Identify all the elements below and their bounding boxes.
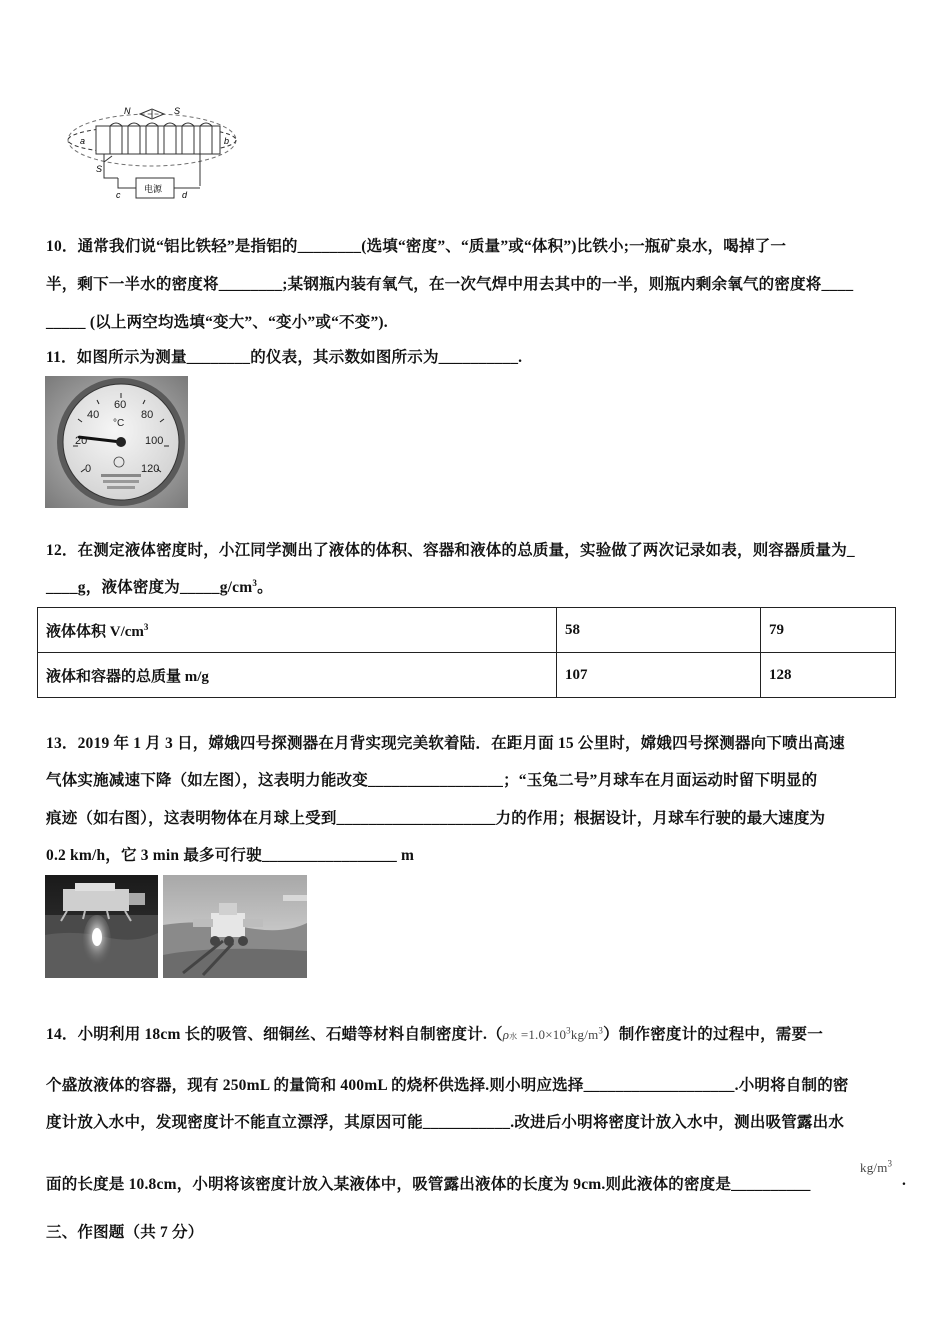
q14-end-period: . xyxy=(902,1172,907,1189)
answer-unit xyxy=(860,1160,892,1176)
rho-symbol: ρ xyxy=(502,1027,510,1042)
answer-unit-exp: 3 xyxy=(887,1158,893,1169)
table-cell: 107 xyxy=(557,653,761,698)
gauge-tick-40: 40 xyxy=(87,409,100,421)
q10-line3: _____ (以上两空均选填“变大”、“变小”或“不变”). xyxy=(46,314,388,331)
formula-unit: kg/m xyxy=(570,1027,599,1042)
table-cell: 79 xyxy=(761,608,896,653)
lander-descent-photo xyxy=(45,875,158,978)
gauge-unit: °C xyxy=(113,418,125,429)
q14-line1-start: 14．小明利用 18cm 长的吸管、细铜丝、石蜡等材料自制密度计.（ xyxy=(46,1026,503,1043)
gauge-tick-80: 80 xyxy=(141,409,154,421)
table-row xyxy=(38,653,896,698)
table-cell: 液体和容器的总质量 m/g xyxy=(38,653,557,698)
q10-line1: 10．通常我们说“铝比铁轻”是指铝的________(选填“密度”、“质量”或“体积”)比铁小;一瓶矿泉水，喝掉了一 xyxy=(46,238,787,255)
q14-line1-end: ）制作密度计的过程中，需要一 xyxy=(603,1026,823,1043)
q13-line4: 0.2 km/h，它 3 min 最多可行驶_________________ m xyxy=(46,847,415,864)
q13-line3: 痕迹（如右图），这表明物体在月球上受到____________________力的作用；根据设计，月球车行驶的最大速度为 xyxy=(46,810,826,827)
q13-line2: 气体实施减速下降（如左图），这表明力能改变_________________；“玉兔二号”月球车在月面运动时留下明显的 xyxy=(46,772,818,789)
formula-unit-exponent: 3 xyxy=(598,1025,604,1036)
c-label: c xyxy=(116,190,121,200)
gauge-tick-0: 0 xyxy=(85,463,92,475)
switch-label: S xyxy=(96,164,103,174)
q13-line1: 13．2019 年 1 月 3 日，嫦娥四号探测器在月背实现完美软着陆．在距月面 15 公里时，嫦娥四号探测器向下喷出高速 xyxy=(46,735,845,752)
table-cell: 58 xyxy=(557,608,761,653)
power-source-label: 电源 xyxy=(144,185,163,195)
q14-line2: 个盛放液体的容器，现有 250mL 的量筒和 400mL 的烧杯供选择.则小明应选择___________________.小明将自制的密 xyxy=(46,1077,849,1094)
table-row xyxy=(38,608,896,653)
d-label: d xyxy=(182,190,188,200)
north-label: N xyxy=(124,106,131,116)
q12-line2 xyxy=(46,575,273,597)
formula-value: =1.0×10 xyxy=(520,1027,567,1042)
table-cell: 128 xyxy=(761,653,896,698)
answer-unit-text: kg/m xyxy=(860,1160,888,1175)
solenoid-circuit-figure xyxy=(66,102,242,202)
q12-line2-sup: 3 xyxy=(252,577,258,588)
volume-label-sup: 3 xyxy=(143,621,149,632)
q12-line1: 12．在测定液体密度时，小江同学测出了液体的体积、容器和液体的总质量，实验做了两次记录如表，则容器质量为_ xyxy=(46,542,855,559)
q12-line2-text: ____g，液体密度为_____g/cm xyxy=(46,579,253,596)
south-label: S xyxy=(174,106,181,116)
gauge-tick-20: 20 xyxy=(75,435,88,447)
rover-tracks-photo xyxy=(163,875,307,978)
section3-title: 三、作图题（共 7 分） xyxy=(46,1224,204,1241)
gauge-tick-60: 60 xyxy=(114,399,127,411)
a-label: a xyxy=(80,136,86,146)
formula-exponent: 3 xyxy=(566,1025,571,1036)
q14-line4 xyxy=(46,1172,811,1194)
gauge-tick-100: 100 xyxy=(145,435,164,447)
table-cell xyxy=(38,608,557,653)
q14-line3: 度计放入水中，发现密度计不能直立漂浮，其原因可能___________.改进后小明将密度计放入水中，测出吸管露出水 xyxy=(46,1114,845,1131)
volume-label: 液体体积 V/cm xyxy=(46,623,144,640)
q10-line2: 半，剩下一半水的密度将________;某钢瓶内装有氧气，在一次气焊中用去其中的一半，则瓶内剩余氧气的密度将____ xyxy=(46,276,854,293)
thermometer-gauge-photo xyxy=(45,376,188,508)
gauge-tick-120: 120 xyxy=(141,463,160,475)
q14-line1 xyxy=(46,1022,823,1044)
rho-subscript: 水 xyxy=(509,1032,518,1041)
b-label: b xyxy=(224,136,230,146)
data-table xyxy=(37,607,896,698)
q14-line4-text: 面的长度是 10.8cm，小明将该密度计放入某液体中，吸管露出液体的长度为 9cm.则此液体的密度是__________ xyxy=(46,1176,811,1193)
q11-line1: 11．如图所示为测量________的仪表，其示数如图所示为__________. xyxy=(46,349,523,366)
water-density-formula xyxy=(503,1027,603,1042)
q12-line2-end: 。 xyxy=(257,579,273,596)
